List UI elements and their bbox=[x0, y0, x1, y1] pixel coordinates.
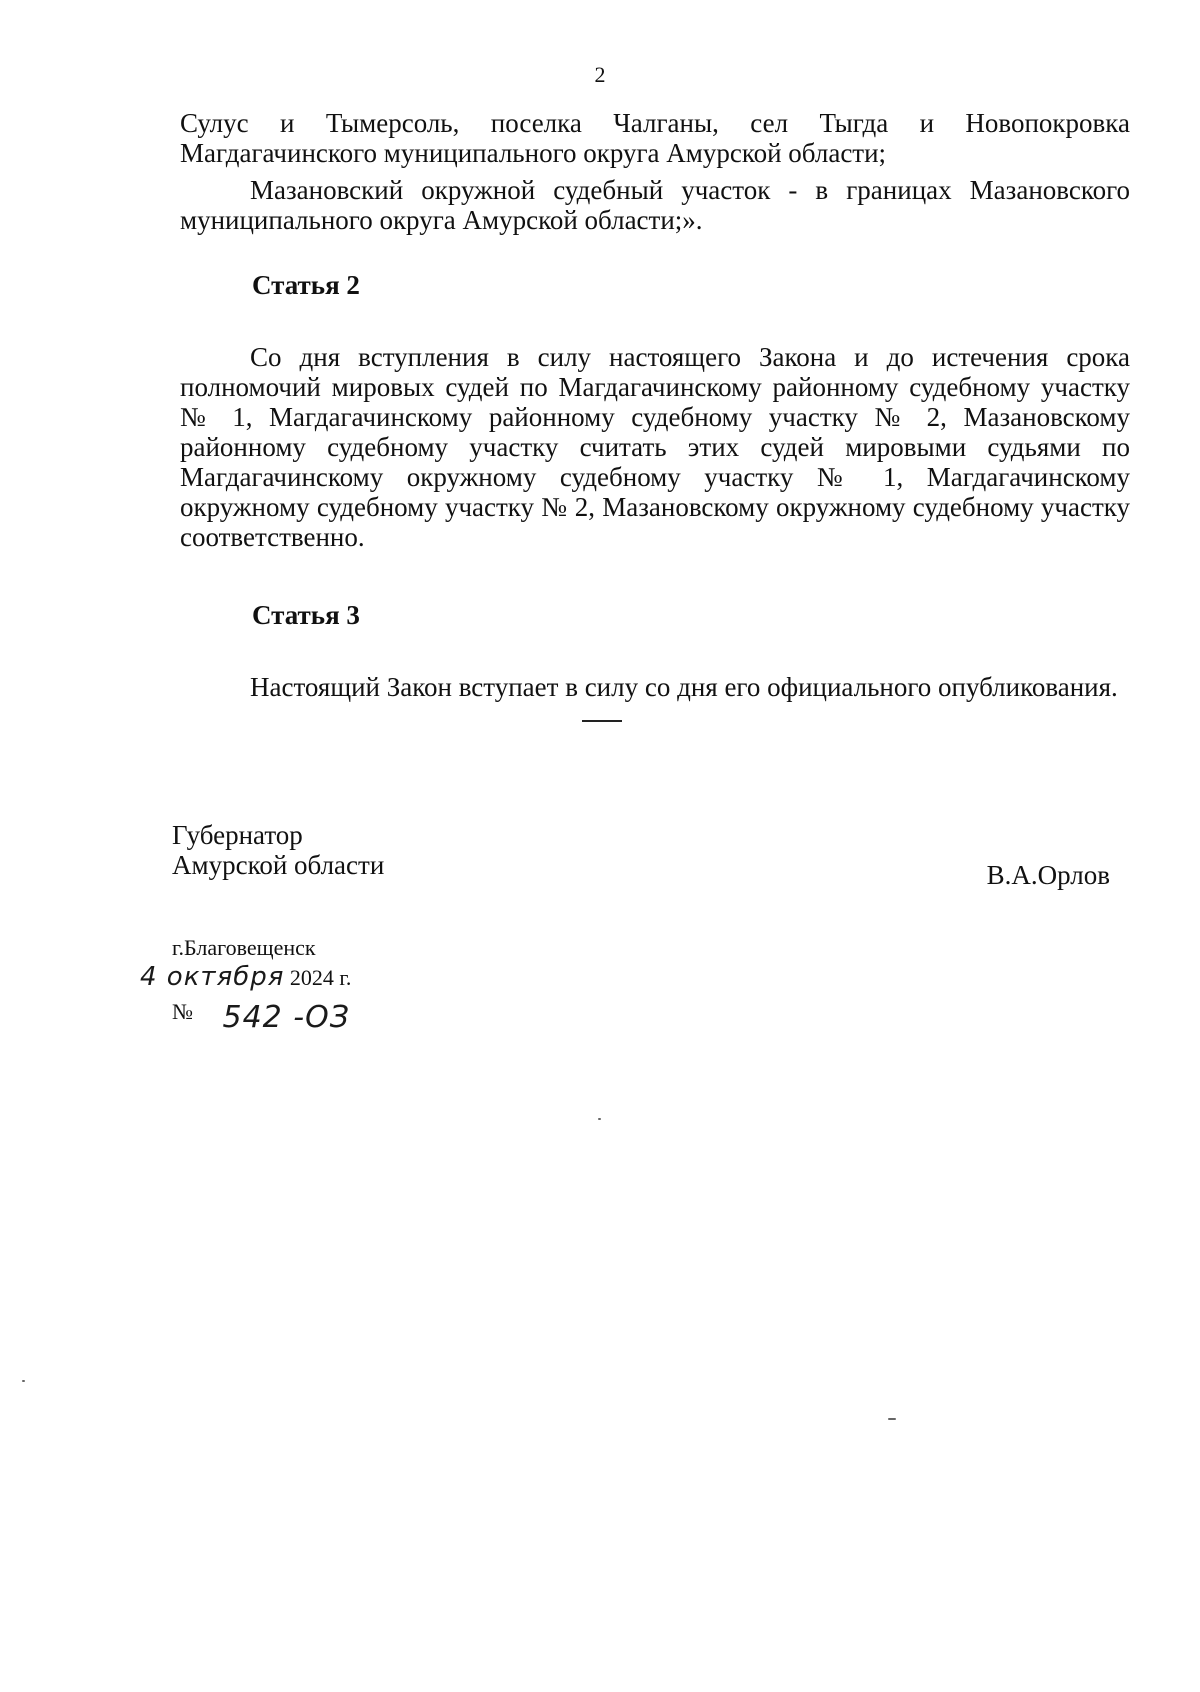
dash-mark bbox=[582, 720, 622, 722]
law-number-line bbox=[172, 992, 350, 1035]
scan-speck bbox=[22, 1380, 25, 1382]
number-sign: № bbox=[172, 999, 193, 1024]
scan-speck bbox=[598, 1118, 601, 1120]
scan-speck bbox=[888, 1418, 896, 1420]
article-2-heading: Статья 2 bbox=[252, 270, 360, 300]
paragraph-continuation: Сулус и Тымерсоль, поселка Чалганы, сел Тыгда и Новопокровка Магдагачинского муниципального округа Амурской области; bbox=[180, 108, 1130, 168]
date-line bbox=[140, 962, 351, 992]
paragraph-mazanovsky: Мазановский окружной судебный участок - в границах Мазановского муниципального округа Амурской области;». bbox=[180, 175, 1130, 235]
signature-position-line1: Губернатор bbox=[172, 820, 303, 850]
signature-position-line2: Амурской области bbox=[172, 850, 385, 880]
handwritten-date: 4 октября bbox=[140, 962, 285, 992]
page-number: 2 bbox=[594, 62, 606, 87]
article-2-text: Со дня вступления в силу настоящего Закона и до истечения срока полномочий мировых судей по Магдагачинскому районному судебному участку № 1, Магдагачинскому районному судебному участку № 2, Мазановскому районному судебному участку считать этих судей мировыми судьями по Магдагачинскому окружному судебному участку № 1, Магдагачинскому окружному судебному участку № 2, Мазановскому окружному судебному участку соответственно. bbox=[180, 342, 1130, 552]
date-year: 2024 г. bbox=[289, 965, 352, 990]
signatory-name: В.А.Орлов bbox=[986, 860, 1110, 890]
signature-position bbox=[172, 820, 384, 880]
article-3-heading: Статья 3 bbox=[252, 600, 360, 630]
place-of-signing: г.Благовещенск bbox=[172, 935, 316, 960]
handwritten-law-number: 542 -ОЗ bbox=[222, 1000, 350, 1035]
article-3-text: Настоящий Закон вступает в силу со дня его официального опубликования. bbox=[250, 672, 1118, 702]
